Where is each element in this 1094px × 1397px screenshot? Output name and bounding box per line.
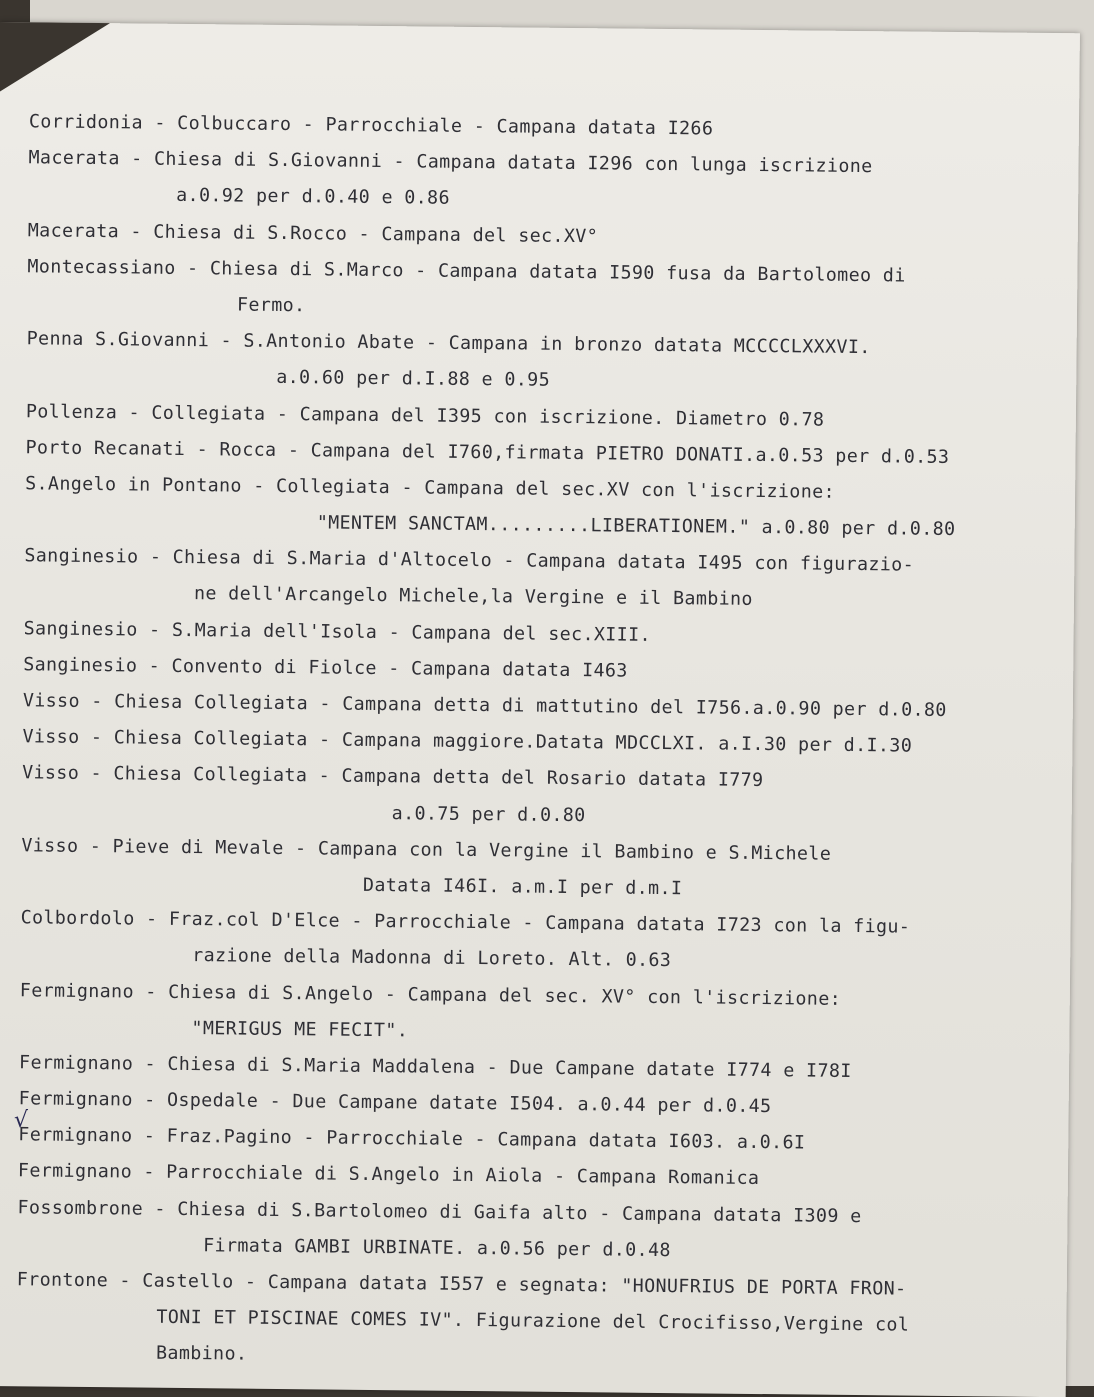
entry-line: Macerata - Chiesa di S.Giovanni - Campana datata I296 con lunga iscrizione bbox=[28, 147, 873, 178]
entry-line: Sanginesio - Convento di Fiolce - Campana datata I463 bbox=[23, 654, 628, 682]
entry-continuation-line: a.0.92 per d.0.40 e 0.86 bbox=[176, 185, 451, 210]
check-mark: √ bbox=[14, 1108, 29, 1133]
entry-continuation-line: Bambino. bbox=[155, 1343, 248, 1366]
entry-line: Fermignano - Parrocchiale di S.Angelo in Aiola - Campana Romanica bbox=[17, 1160, 760, 1190]
typed-page bbox=[0, 22, 1080, 1397]
entry-line: S.Angelo in Pontano - Collegiata - Campana del sec.XV con l'iscrizione: bbox=[25, 473, 836, 503]
entry-line: Sanginesio - Chiesa di S.Maria d'Altocelo - Campana datata I495 con figurazio- bbox=[24, 545, 915, 576]
list-item bbox=[17, 1190, 1068, 1273]
entry-continuation-line: razione della Madonna di Loreto. Alt. 0.63 bbox=[192, 945, 672, 972]
entry-line: Montecassiano - Chiesa di S.Marco - Campana datata I590 fusa da Bartolomeo di bbox=[27, 256, 906, 287]
entry-line: Porto Recanati - Rocca - Campana del I760,firmata PIETRO DONATI.a.0.53 per d.0.53 bbox=[25, 436, 950, 468]
list-item bbox=[22, 756, 1073, 839]
list-item bbox=[21, 828, 1072, 911]
list-item bbox=[19, 973, 1070, 1056]
list-item bbox=[26, 321, 1077, 404]
entry-line: Fermignano - Chiesa di S.Angelo - Campana del sec. XV° con l'iscrizione: bbox=[19, 979, 842, 1010]
bell-inventory-list bbox=[16, 104, 1079, 1381]
entry-continuation-line: Firmata GAMBI URBINATE. a.0.56 per d.0.48 bbox=[203, 1235, 671, 1261]
entry-continuation-line: a.0.75 per d.0.80 bbox=[391, 802, 586, 826]
entry-line: Colbordolo - Fraz.col D'Elce - Parrocchiale - Campana datata I723 con la figu- bbox=[20, 907, 911, 938]
entry-continuation-line: Fermo. bbox=[236, 294, 306, 317]
entry-continuation-line: "MENTEM SANCTAM.........LIBERATIONEM." a.0.80 per d.0.80 bbox=[316, 512, 956, 541]
entry-continuation-line: "MERIGUS ME FECIT". bbox=[191, 1017, 409, 1042]
entry-line: Fermignano - Ospedale - Due Campane datate I504. a.0.44 per d.0.45 bbox=[18, 1088, 772, 1118]
entry-line: Visso - Chiesa Collegiata - Campana detta del Rosario datata I779 bbox=[22, 762, 764, 792]
entry-line: Visso - Pieve di Mevale - Campana con la Vergine il Bambino e S.Michele bbox=[21, 835, 832, 865]
entry-line: Pollenza - Collegiata - Campana del I395 con iscrizione. Diametro 0.78 bbox=[25, 400, 825, 431]
entry-line: Macerata - Chiesa di S.Rocco - Campana del sec.XV° bbox=[27, 219, 599, 247]
entry-line: Frontone - Castello - Campana datata I557 e segnata: "HONUFRIUS DE PORTA FRON- bbox=[16, 1269, 907, 1300]
entry-line: Fermignano - Chiesa di S.Maria Maddalena - Due Campane datate I774 e I78I bbox=[18, 1052, 852, 1082]
list-item bbox=[20, 900, 1071, 983]
list-item bbox=[25, 466, 1076, 549]
folded-corner bbox=[0, 22, 110, 93]
entry-continuation-line: ne dell'Arcangelo Michele,la Vergine e il Bambino bbox=[193, 583, 754, 611]
entry-line: Fossombrone - Chiesa di S.Bartolomeo di Gaifa alto - Campana datata I309 e bbox=[17, 1196, 862, 1227]
entry-line: Visso - Chiesa Collegiata - Campana maggiore.Datata MDCCLXI. a.I.30 per d.I.30 bbox=[22, 726, 913, 757]
list-item bbox=[16, 1262, 1067, 1382]
list-item bbox=[27, 249, 1078, 332]
entry-line: Penna S.Giovanni - S.Antonio Abate - Campana in bronzo datata MCCCCLXXXVI. bbox=[26, 328, 871, 359]
entry-line: Corridonia - Colbuccaro - Parrocchiale - Campana datata I266 bbox=[28, 111, 714, 140]
entry-line: Visso - Chiesa Collegiata - Campana detta di mattutino del I756.a.0.90 per d.0.80 bbox=[22, 690, 947, 721]
entry-continuation-line: TONI ET PISCINAE COMES IV". Figurazione del Crocifisso,Vergine col bbox=[156, 1306, 910, 1336]
entry-line: Sanginesio - S.Maria dell'Isola - Campana del sec.XIII. bbox=[23, 617, 652, 646]
list-item bbox=[24, 539, 1075, 622]
entry-continuation-line: Datata I46I. a.m.I per d.m.I bbox=[362, 874, 683, 900]
entry-line: Fermignano - Fraz.Pagino - Parrocchiale - Campana datata I603. a.0.6I bbox=[18, 1124, 806, 1154]
entry-continuation-line: a.0.60 per d.I.88 e 0.95 bbox=[276, 367, 551, 392]
list-item bbox=[28, 140, 1079, 223]
